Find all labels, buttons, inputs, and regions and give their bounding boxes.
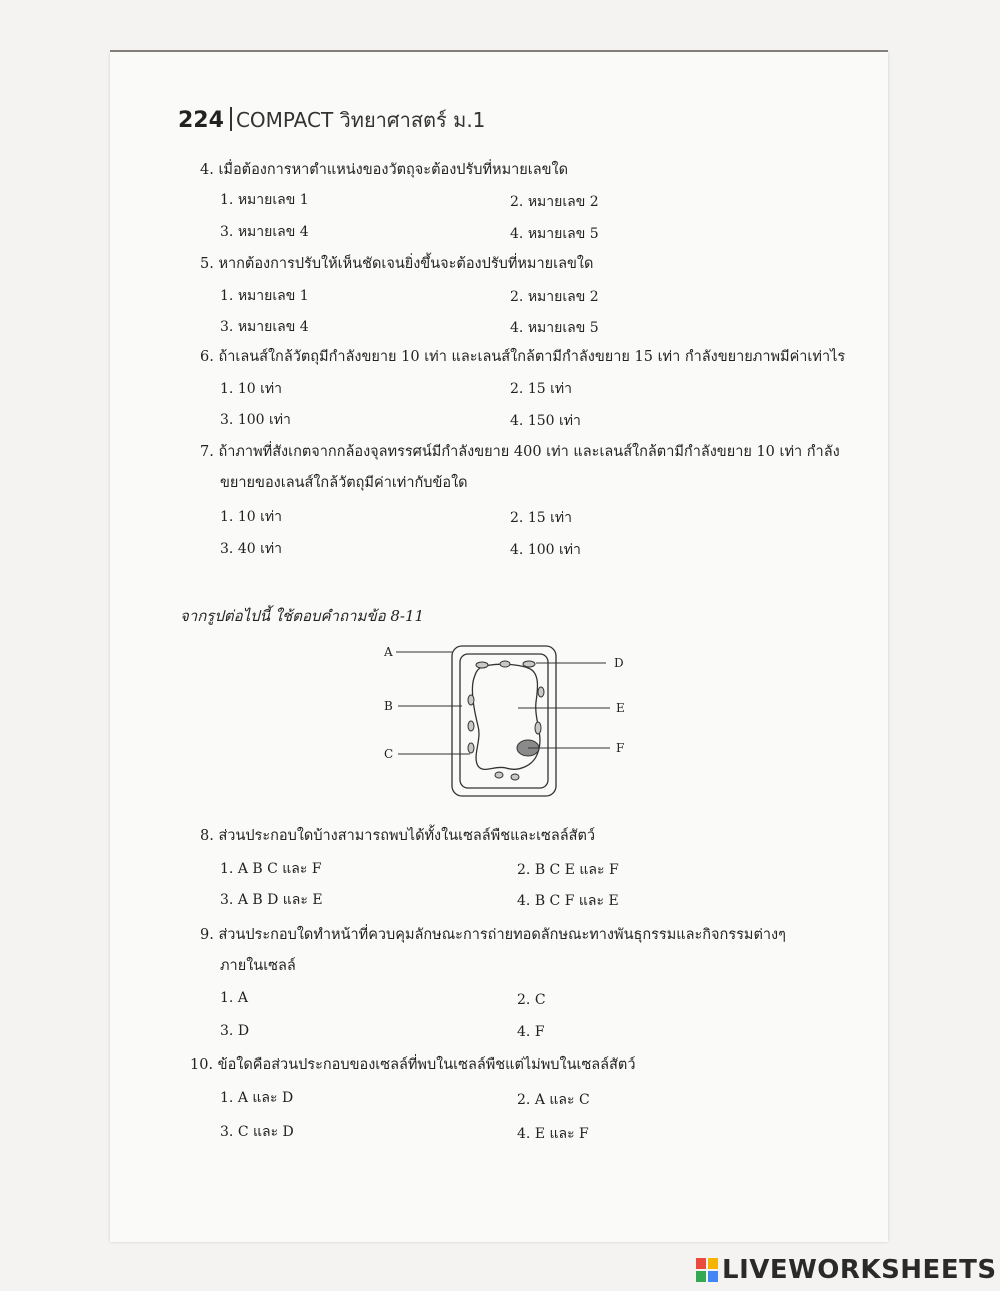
liveworksheets-icon (696, 1258, 718, 1282)
question-text: ถ้าภาพที่สังเกตจากกล้องจุลทรรศน์มีกำลังขยาย 400 เท่า และเลนส์ใกล้ตามีกำลังขยาย 10 เท่า กำลัง (218, 444, 840, 460)
question-7-continued (220, 473, 468, 493)
option: 4. 100 เท่า (510, 542, 581, 558)
page-number: 224 (178, 108, 224, 133)
option: 1. A (220, 990, 248, 1006)
option: 4. E และ F (517, 1126, 589, 1142)
diagram-label-a: A (384, 645, 393, 659)
cell-wall (452, 646, 556, 796)
question-4 (200, 160, 568, 180)
option: 3. หมายเลข 4 (220, 319, 309, 335)
option: 1. 10 เท่า (220, 381, 282, 397)
chloroplast (468, 695, 474, 705)
option: 1. หมายเลข 1 (220, 192, 309, 208)
question-7 (200, 442, 840, 462)
question-8 (200, 826, 595, 846)
question-text: ข้อใดคือส่วนประกอบของเซลล์ที่พบในเซลล์พืชแต่ไม่พบในเซลล์สัตว์ (217, 1057, 636, 1073)
diagram-label-d: D (614, 656, 624, 670)
option: 3. C และ D (220, 1124, 294, 1140)
option: 3. 40 เท่า (220, 541, 282, 557)
liveworksheets-logo[interactable] (696, 1255, 997, 1285)
option: 1. A B C และ F (220, 861, 322, 877)
question-text: เมื่อต้องการหาตำแหน่งของวัตถุจะต้องปรับที่หมายเลขใด (218, 162, 569, 178)
question-text: ส่วนประกอบใดทำหน้าที่ควบคุมลักษณะการถ่ายทอดลักษณะทางพันธุกรรมและกิจกรรมต่างๆ (218, 927, 786, 943)
option: 4. 150 เท่า (510, 413, 581, 429)
option: 4. F (517, 1024, 545, 1040)
question-number: 4. (200, 162, 214, 178)
option: 1. หมายเลข 1 (220, 288, 309, 304)
diagram-label-b: B (384, 699, 393, 713)
chloroplast (535, 722, 541, 734)
option: 2. หมายเลข 2 (510, 289, 599, 305)
option: 4. หมายเลข 5 (510, 320, 599, 336)
option: 2. หมายเลข 2 (510, 194, 599, 210)
question-9-continued (220, 956, 296, 976)
question-number: 6. (200, 349, 214, 365)
page-header (178, 104, 485, 136)
question-10 (190, 1055, 635, 1075)
question-number: 5. (200, 256, 214, 272)
chloroplast (468, 721, 474, 731)
option: 2. 15 เท่า (510, 381, 572, 397)
diagram-label-e: E (616, 701, 625, 715)
book-title: COMPACT วิทยาศาสตร์ ม.1 (235, 108, 486, 132)
option: 3. A B D และ E (220, 892, 323, 908)
logo-text: LIVEWORKSHEETS (722, 1255, 997, 1285)
question-number: 8. (200, 828, 214, 844)
header-divider (230, 107, 232, 131)
option: 2. C (517, 992, 546, 1008)
option: 3. D (220, 1023, 250, 1039)
chloroplast (538, 687, 544, 697)
option: 2. 15 เท่า (510, 510, 572, 526)
option: 2. B C E และ F (517, 862, 619, 878)
question-text: ถ้าเลนส์ใกล้วัตถุมีกำลังขยาย 10 เท่า และเลนส์ใกล้ตามีกำลังขยาย 15 เท่า กำลังขยายภาพมีค่าเท่าไร (218, 349, 846, 365)
chloroplast (468, 743, 474, 753)
question-number: 9. (200, 927, 214, 943)
chloroplast (511, 774, 519, 780)
question-text: ส่วนประกอบใดบ้างสามารถพบได้ทั้งในเซลล์พืชและเซลล์สัตว์ (218, 828, 596, 844)
question-text: ภายในเซลล์ (220, 958, 296, 974)
question-number: 7. (200, 444, 214, 460)
chloroplast (523, 661, 535, 667)
chloroplast (500, 661, 510, 667)
diagram-label-f: F (616, 741, 625, 755)
option: 4. หมายเลข 5 (510, 226, 599, 242)
option: 3. 100 เท่า (220, 412, 291, 428)
question-9 (200, 925, 786, 945)
question-5 (200, 254, 593, 274)
chloroplast (476, 662, 488, 668)
question-text: หากต้องการปรับให้เห็นชัดเจนยิ่งขึ้นจะต้องปรับที่หมายเลขใด (218, 256, 594, 272)
diagram-label-c: C (384, 747, 394, 761)
option: 1. A และ D (220, 1090, 294, 1106)
section-instruction: จากรูปต่อไปนี้ ใช้ตอบคำถามข้อ 8-11 (180, 607, 425, 625)
chloroplast (495, 772, 503, 778)
question-text: ขยายของเลนส์ใกล้วัตถุมีค่าเท่ากับข้อใด (220, 475, 468, 491)
option: 4. B C F และ E (517, 893, 619, 909)
option: 1. 10 เท่า (220, 509, 282, 525)
option: 2. A และ C (517, 1092, 590, 1108)
question-6 (200, 347, 845, 367)
option: 3. หมายเลข 4 (220, 224, 309, 240)
plant-cell-diagram (378, 640, 638, 810)
question-number: 10. (190, 1057, 214, 1073)
